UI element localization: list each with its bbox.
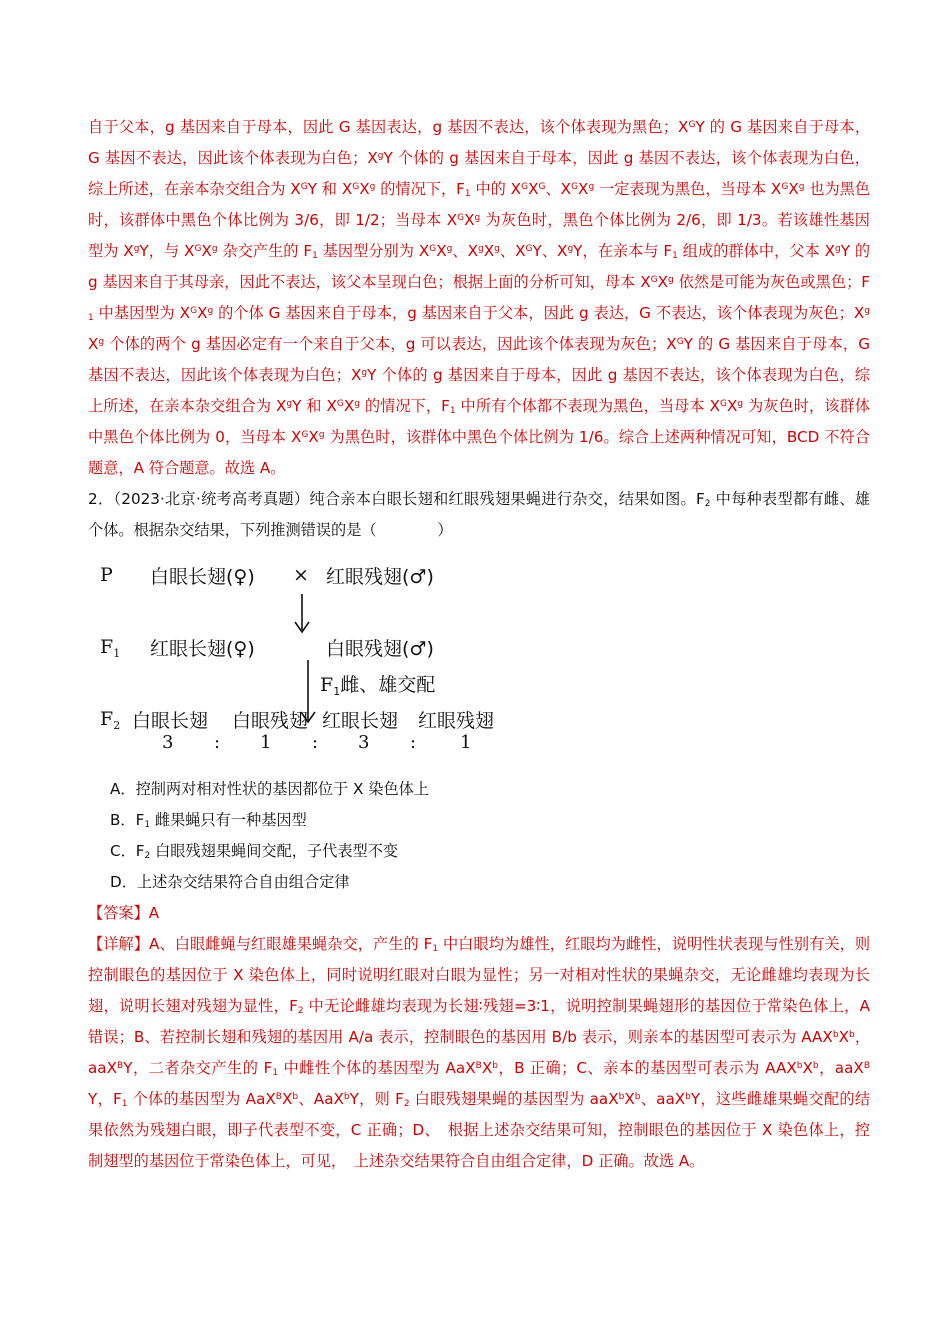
ratio-separator: : (214, 732, 221, 753)
f2-type: 白眼长翅 (132, 710, 209, 732)
ratio-separator: : (312, 732, 319, 753)
f2-label: $F_2$ (100, 708, 121, 732)
ratio-value: 1 (460, 732, 472, 753)
f1-label: $F_1$ (100, 636, 121, 660)
ratio-separator: : (410, 732, 417, 753)
option-d: D．上述杂交结果符合自由组合定律 (110, 873, 350, 891)
page-content (88, 112, 870, 1177)
f2-type: 红眼残翅 (418, 710, 495, 732)
option-a: A．控制两对相对性状的基因都位于 X 染色体上 (110, 780, 430, 798)
question-2: 2．（2023·北京·统考高考真题）纯合亲本白眼长翅和红眼残翅果蝇进行杂交，结果如图。$F_2$ 中每种表型都有雌、雄个体。根据杂交结果，下列推测错误的是（ ） (88, 490, 870, 539)
cross-diagram (88, 554, 870, 754)
mating-label: $F_1$雌、雄交配 (320, 674, 436, 698)
detailed-explanation: 【详解】A、白眼雌蝇与红眼雄果蝇杂交，产生的 $F_1$ 中白眼均为雄性，红眼均为雌性，说明性状表现与性别有关，则控制眼色的基因位于 X 染色体上，同时说明红眼对白眼为显性；另一对相对性状的果蝇杂交，无论雌雄均表现为长翅，说明长翅对残翅为显性，$F_2$ 中无论雌雄均表现为长翅∶残翅=3∶1，说明控制果蝇翅形的基因位于常染色体上，A 错误；B、若控制长翅和残翅的基因用 A/a 表示，控制眼色的基因用 B/b 表示，则亲本的基因型可表示为 $AAX^bX^b$，aaX$^B$Y，二者杂交产生的 $F_1$ 中雌性个体的基因型为 $AaX^BX^b$，B 正确；C、亲本的基因型可表示为 $AAX^bX^b$，aaX$^B$Y，$F_1$ 个体的基因型为 $AaX^BX^b$、AaX$^b$Y，则 $F_2$ 白眼残翅果蝇的基因型为 $aaX^bX^b$、aaX$^b$Y，这些雌雄果蝇交配的结果依然为残翅白眼，即子代表型不变，C 正确；D、 根据上述杂交结果可知，控制眼色的基因位于 X 染色体上，控制翅型的基因位于常染色体上，可见， 上述杂交结果符合自由组合定律，D 正确。故选 A。 (88, 935, 871, 1170)
ratio-value: 1 (260, 732, 272, 753)
option-c: C．$F_2$ 白眼残翅果蝇间交配，子代表型不变 (110, 842, 399, 861)
p-female: 白眼长翅(♀) (150, 566, 255, 588)
f1-female: 红眼长翅(♀) (150, 638, 255, 660)
ratio-value: 3 (162, 732, 174, 753)
option-b: B．$F_1$ 雌果蝇只有一种基因型 (110, 811, 307, 830)
options-list (88, 774, 870, 898)
f2-type: 红眼长翅 (322, 710, 399, 732)
p-label: P (100, 564, 113, 586)
p-male: 红眼残翅(♂) (326, 566, 434, 588)
previous-explanation: 自于父本，g 基因来自于母本，因此 G 基因表达，g 基因不表达，该个体表现为黑色；$X^GY$ 的 G 基因来自于母本，G 基因不表达，因此该个体表现为白色；$X^gY$ 个体的 g 基因来自于母本，因此 g 基因不表达，该个体表现为白色，综上所述，在亲本杂交组合为 $X^GY$ 和 $X^GX^g$ 的情况下，$F_1$ 中的 $X^GX^G$、$X^GX^g$ 一定表现为黑色，当母本 $X^GX^g$ 也为黑色时，该群体中黑色个体比例为 3/6，即 1/2；当母本 $X^GX^g$ 为灰色时，黑色个体比例为 2/6，即 1/3。若该雄性基因型为 $X^gY$，与 $X^GX^g$ 杂交产生的 $F_1$ 基因型分别为 $X^GX^g$、$X^gX^g$、$X^GY$、$X^gY$，在亲本与 $F_1$ 组成的群体中，父本 $X^gY$ 的 g 基因来自于其母亲，因此不表达，该父本呈现白色；根据上面的分析可知，母本 $X^GX^g$ 依然是可能为灰色或黑色；$F_1$ 中基因型为 $X^GX^g$ 的个体 G 基因来自于母本，g 基因来自于父本，因此 g 表达，G 不表达，该个体表现为灰色；$X^gX^g$ 个体的两个 g 基因必定有一个来自于父本，g 可以表达，因此该个体表现为灰色；$X^GY$ 的 G 基因来自于母本，G 基因不表达，因此该个体表现为白色；$X^gY$ 个体的 g 基因来自于母本，因此 g 基因不表达，该个体表现为白色，综上所述，在亲本杂交组合为 $X^gY$ 和 $X^GX^g$ 的情况下，$F_1$ 中所有个体都不表现为黑色，当母本 $X^GX^g$ 为灰色时，该群体中黑色个体比例为 0，当母本 $X^GX^g$ 为黑色时，该群体中黑色个体比例为 1/6。综合上述两种情况可知，BCD 不符合题意，A 符合题意。故选 A。 (88, 118, 871, 477)
f2-type: 白眼残翅 (232, 710, 309, 732)
cross-symbol: × (293, 564, 309, 586)
answer-label: 【答案】A (88, 904, 160, 922)
arrow-down-icon (290, 594, 314, 634)
ratio-value: 3 (358, 732, 370, 753)
f1-male: 白眼残翅(♂) (326, 638, 434, 660)
